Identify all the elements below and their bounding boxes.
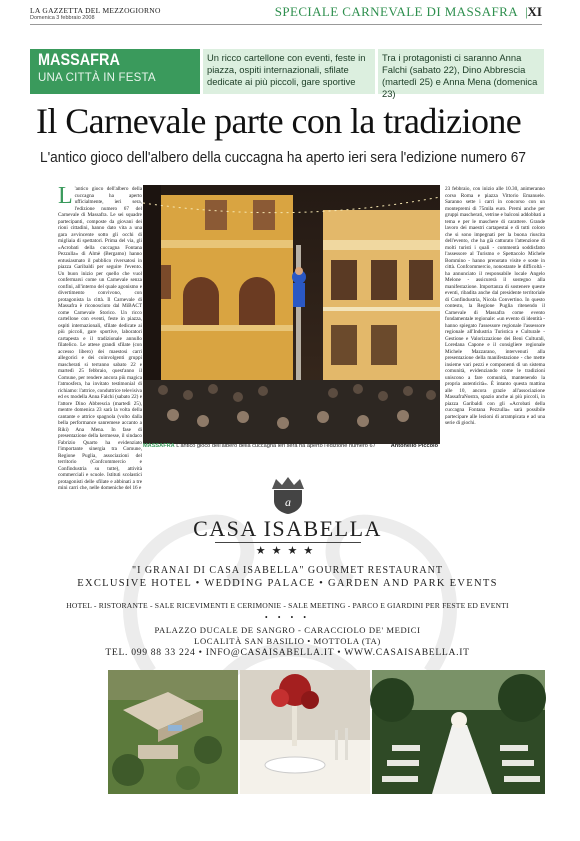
ad-palace-line: PALAZZO DUCALE DE SANGRO - CARACCIOLO DE' MEDICI	[154, 625, 421, 635]
ad-restaurant-line: "I GRANAI DI CASA ISABELLA" GOURMET RESTAURANT	[132, 565, 443, 576]
carnival-photo	[143, 185, 440, 444]
section-separator: |	[525, 4, 528, 19]
ad-contact-line: TEL. 099 88 33 224 • INFO@CASAISABELLA.IT • WWW.CASAISABELLA.IT	[105, 647, 470, 658]
newspaper-masthead: LA GAZZETTA DEL MEZZOGIORNO	[30, 6, 161, 15]
header-rule	[30, 24, 542, 25]
cuccagna-pole-photo	[143, 185, 440, 444]
article-subheadline: L'antico gioco dell'albero della cuccagna ha aperto ieri sera l'edizione numero 67	[40, 150, 526, 166]
caption-text: L'antico gioco dell'albero della cuccagna ieri sera ha aperto l'edizione numero 67	[176, 443, 376, 449]
article-column-1	[58, 183, 142, 491]
crest-logo-icon	[266, 475, 310, 515]
ad-services-line: EXCLUSIVE HOTEL • WEDDING PALACE • GARDEN AND PARK EVENTS	[77, 578, 498, 589]
ad-garden-ceremony-photo	[372, 670, 545, 794]
ad-facilities-line: HOTEL - RISTORANTE - SALE RICEVIMENTI E CERIMONIE - SALE MEETING - PARCO E GIARDINI PER FESTE ED EVENTI	[66, 601, 509, 610]
city-banner-subtitle: UNA CITTÀ IN FESTA	[38, 72, 156, 84]
page-number: XI	[527, 4, 542, 19]
svg-text:a: a	[285, 495, 291, 509]
casa-isabella-advertisement	[30, 472, 545, 822]
article-column-1-text: 'antico gioco dell'albero della cuccagna ha aperto ufficialmente, ieri sera, l'edizione numero 67 del Carnevale di Massafra. Le sei squadre partecipanti, composte da giovani dei rioni cittadini, hanno dato vita a una gara avvincente sotto gli occhi di migliaia di spettatori. Prima del via, gli «Acrobati della cuccagna Fontana Pezzulla» di Almè (Bergamo) hanno entusiasmato il pubblico riversatosi in piazza Garibaldi per seguire l'evento. Un buon inizio per quello che vuol confermarsi come un Carnevale senza confini, all'interno del quale agonismo e divertimento convivono, con protagonista la città. Il Carnevale di Massafra è riconosciuto dal MiBACT come Carnevale Storico. Un ricco cartellone con eventi, feste in piazza, ospiti internazionali, sfilate dedicate ai più piccoli, gare sportive, laboratori cartapesta e il tradizionale annullo filatelico. Le attese grandi sfilate (con accesso libero) dei maestosi carri allegorici e dei coinvolgenti gruppi mascherati si terranno sabato 22 e martedì 25 febbraio, quest'anno il Comune, per rendere ancora più magica l'atmosfera, ha invitato testimonial di richiamo: l'attrice, conduttrice televisiva ed ex modella Anna Falchi (sabato 22) e l'attore Dino Abbrescia (martedì 25), mentre domenica 23 sarà la volta della cantante e attrice spagnola (volto dalla bella performance sanremese accanto a Riki) Ana Mena. In fase di presentazione della kermesse, il sindaco Fabrizio Quarto ha evidenziato l'importante sinergia tra Comune, Regione Puglia, associazioni del territorio (Confcommercio e Confindustria su tutte), attività commerciali e scuole. Istituti scolastici protagonisti delle sfilate e abbinati a tre mini carri che, nelle domeniche del 16 e	[58, 186, 142, 491]
ad-star-rating: ★★★★	[255, 545, 320, 557]
ad-dots-divider: • • • •	[264, 613, 311, 622]
photo-caption	[143, 443, 440, 452]
drop-cap: L	[58, 183, 73, 209]
ad-aerial-photo	[108, 670, 238, 794]
article-column-3: 23 febbraio, con inizio alle 10.30, animeranno corso Roma e piazza Vittorio Emanuele. Saranno sette i carri in concorso con un montepremi di 75mila euro. Premi anche per gruppi mascherati, vetrine e balconi addobbati a tema e per le maschere di carattere. Grande lavoro dei maestri cartapestai e di tutti coloro che si sono impegnati per la buona riuscita dell'evento, che ha già catturato l'attenzione di molti turisti i quali - commentà soddisfatto l'assessore al Turismo e Spettacolo Michele Bommino - hanno prenotato visite e soste in città. Confcommercio, nonostante le difficoltà - ha annunciato il responsabile locale Angelo Melone - assicurerà il sostegno alla manifestazione. Importanza di sostenere queste eventi, ribadita anche dal presidente territoriale di Confindustria, Nicola Convertino. In questo contesto, la Regione Puglia ritenendo il Carnevale di Massafra come evento fondamentale regionale: «un evento di identità - hanno spiegato l'assessore regionale l'assessore regionale all'Industria Turistica e Culturale - Gestione e Valorizzazione dei Beni Culturali, Loredana Capone e il consigliere regionale Michele Mazzarano, intervenuti alla presentazione della manifestazione - che mette insieme vari pezzi e componenti di un sistema comunità, evidenziando come le tradizioni uniscono a fare comunità, mantenendo la propria autenticità». È intanto questa mattina alle 10, ancora grazie all'associazione MassafraNostra, spazio anche ai più piccoli, in piazza Garibaldi con gli «Acrobati della cuccagna Fontana Pezzulla» sarà possibile partecipare alle lezioni di arrampicata e ad una serie di giochi.	[445, 186, 545, 426]
ad-location-line: LOCALITÀ SAN BASILIO • MOTTOLA (TA)	[194, 636, 381, 646]
photo-credit: Antonello Piccolo	[390, 443, 438, 449]
caption-location: MASSAFRA	[143, 443, 175, 449]
city-banner-title: MASSAFRA	[38, 50, 120, 69]
ad-brand-name: CASA ISABELLA	[193, 516, 382, 541]
highlight-box-events: Un ricco cartellone con eventi, feste in piazza, ospiti internazionali, sfilate dedicate ai più piccoli, gare sportive	[203, 49, 375, 94]
issue-date: Domenica 3 febbraio 2008	[30, 15, 95, 21]
article-headline: Il Carnevale parte con la tradizione	[36, 101, 522, 141]
section-title: SPECIALE CARNEVALE DI MASSAFRA	[274, 4, 518, 19]
highlight-box-guests: Tra i protagonisti ci saranno Anna Falchi (sabato 22), Dino Abbrescia (martedì 25) e Anna Mena (domenica 23)	[378, 49, 544, 94]
ad-brand-rule	[215, 542, 361, 543]
ad-table-setting-photo	[240, 670, 370, 794]
